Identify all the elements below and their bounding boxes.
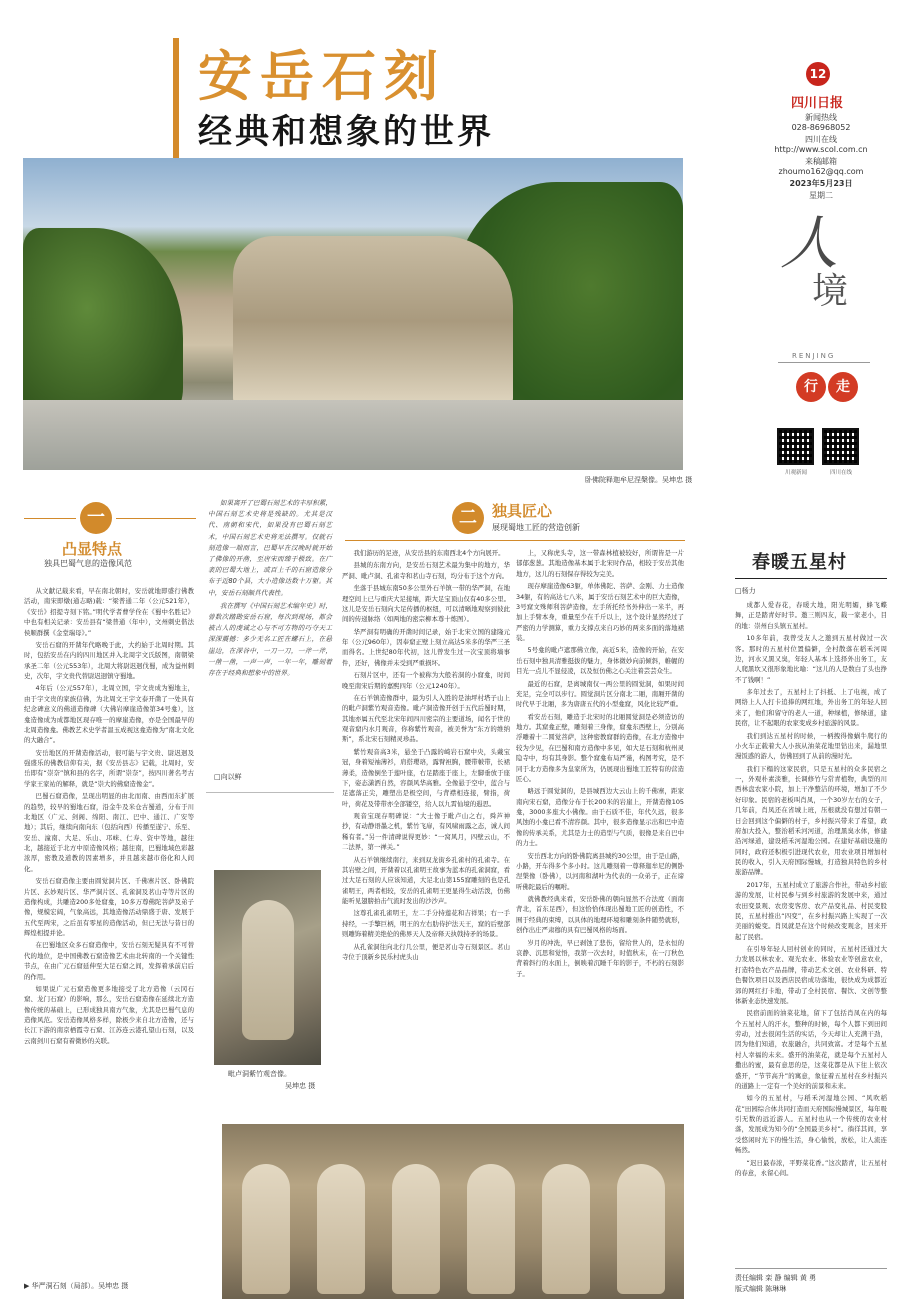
qr-code-icon[interactable]: [777, 428, 814, 465]
paragraph: 紫竹观音高3米，悬坐于凸露的崎岩石窟中央，头戴宝冠，身着短袖薄衫，肩搭璎珞，露臂袒胸，腰带帔带，长裙薄柔，造像倒坐于莲叶座，右足踏座于座上，左脚垂放于座下，姿态潇洒自然，容颜风华高雅。全像悬于空中，蓝合与足遮落正尖，雕塑出是极空间，与背襟相连接，臂指，荷叶，荷花及带带亦全部镂空，给人以九霄仙境的遐思。: [342, 747, 510, 808]
paragraph: 这尊孔雀孔雀明王，左二手分持莲花和吉祥果；右一手持经，一手擎巨柄，明王的左右肋侍护法天王，窟的后壁部则雕饰着精美绝伦的佛界天人及帝释天执戟持矛的场景。: [342, 909, 510, 939]
section-2-body-col-b: [516, 548, 684, 1116]
column-brand-glyph: 人: [780, 209, 839, 277]
paragraph: 最近的石窟，是离城南仅一两公里的圆觉洞，如果时间充足，完全可以步行。圆觉洞片区分南北二厢，南厢开凿的时代早于北厢，多为唐唐五代的小型龛窟，风化比较严重。: [516, 679, 684, 709]
website-link[interactable]: http://www.scol.com.cn: [774, 145, 868, 154]
section-2-subtitle: 展现蜀地工匠的营造创新: [492, 523, 580, 532]
section-1-rule-right: [116, 518, 196, 519]
callout-paragraph: 我在撰写《中国石刻艺术编年史》时，曾数次踏勘安岳石窟，每次到现场，都会被古人的虔诚之心与不可方物的巧夺天工深深震撼：多少无名工匠在螺石上，在悬崖边，在深谷中，一刀一刀，一斧一斧，一凿一凿，一声一声，一年一年，雕刻着存在于经典和想象中的世界。: [208, 601, 332, 678]
mid-photo-credit: 吴坤忠 摄: [285, 1082, 316, 1090]
section-2-title: 独具匠心: [492, 502, 553, 520]
editors-line: 责任编辑 栾 静 编辑 黄 勇: [735, 1274, 817, 1282]
callout-paragraph: 如果离开了巴蜀石刻艺术的丰厚积累，中国石刻艺术史将是残缺的。尤其是汉代、南朝和宋代，如果没有巴蜀石刻艺术，中国石刻艺术史将无法撰写。仅就石刻造像一端而言，巴蜀早在汉晚时就开始了佛像的开凿，至唐宋而臻于极致。在广袤的巴蜀大地上，或百上千的石窟造像分布于近80个县，大小造像达数十万躯。其中，安岳石刻颇具代表性。: [208, 499, 332, 597]
paragraph: 如今的五星村，与稻禾河湿地公园、“风吹稻花”田园综合体共同打造而天府国际慢城景区，每年吸引无数的远近游人。五星村也从一个传统的农业村落，发展成为知今的“全国最美乡村”。徜徉其间，享受悠闲时光下的慢生活，身心愉悦，放松，让人流连畅然。: [735, 1094, 887, 1155]
hotline-phone: 028-86968052: [791, 123, 851, 132]
paragraph: 就佛教经典来看，安岳卧佛的朝向显然不合法度（面南背北，首东足西），但这恰恰体现出蜀地工匠的创造性，不囿于经典的束缚，以具体的地理环境和雕刻条件随势就形，创作出庄严肃穆的具有巴蜀风格的场面。: [516, 895, 684, 935]
section-2-rule: [345, 540, 685, 541]
section-1-body: [24, 586, 194, 1276]
qr-code-icon[interactable]: [822, 428, 859, 465]
paragraph: 在石羊镇造像群中，最为引人入胜的是油坪村塔子山上的毗卢洞紫竹观音造像。毗卢洞造像开创于五代后蜀时期，其地亦属五代至北宋年间四川密宗的主要道场，闻名于世的观音窟内水月观音，你称紫竹观音，被美誉为“东方的维纳斯”，系北宋石刻精灵珍品。: [342, 693, 510, 744]
column-brand-pinyin: RENJING: [792, 352, 836, 360]
paragraph: 看安岳石刻，雕造于北宋时的北厢圆觉洞是必须造访的地方。其窟龛正壁，雕刻着三身像，窟龛东西壁上，分别高浮雕着十二圆觉菩萨，这种密教窟群的造像，在北方造像中较为少见，在巴蜀和南方造像中多见，如大足石刻和杭州灵隐寺中，均有其身影。整个窟龛布局严谨，构图考究，是不同于北方造像多为皇家所为，仍展现出蜀地工匠特有的营造匠心。: [516, 712, 684, 783]
callout-divider: [206, 792, 334, 793]
qr-label: 四川在线: [829, 470, 852, 476]
column-stamp-1: 行: [796, 372, 826, 402]
paragraph: 石刻片区中，还有一个被称为大般若洞的小窟龛，时间晚至南宋后期的嘉熙四年（公元1240年）。: [342, 671, 510, 690]
paragraph: 华严洞有明确的开凿时间记录，始于北宋立国的建隆元年（公元960年），因奉窟正壁上刻立高达5米多的华严三圣而得名。上世纪80年代初，这儿曾发生过一次宝顶将墙事件，还好，佛像并未受到严重损坏。: [342, 627, 510, 667]
paragraph: 巴蜀石窟造像，呈现出明显的由北而南、由西而东扩展的趋势，较早的蜀地石窟，沿金牛及米仓古蜀道，分布于川北地区（广元、剑阁、绵阳、南江、巴中、通江、广安等地）；其后，继续向南向东（包括向西）传播至遂宁、乐至、安岳、潼南、大足、乐山、邛崃、仁寿、资中等地，越往北，越接近于北方中原造像风格；越往南，巴蜀地域色彩越浓厚，密教及道教的因素增多，并且越来越市俗化和人间化。: [24, 792, 194, 873]
paragraph: 坐落于县城东南50多公里外石羊镇一带的华严洞，在地理空间上已与重庆大足接壤，距大足宝顶山仅有40多公里。这儿是安岳石刻向大足传播的枢纽，可以清晰地观察到彼此间的传递脉络（如两地的密宗柳本尊十炼图）。: [342, 584, 510, 624]
qr-label: 川观新闻: [784, 470, 807, 476]
section-1-title: 凸显特点: [62, 540, 123, 558]
paragraph: 多年过去了，五星村上了抖抵、上了电视，成了网络上人人打卡追捧的网红地，外出务工的年轻人回来了，他们和留守的老人一道，种绿植，修绿道，建民宿，让不起眼的农家变成乡村旅游的风景。: [735, 688, 887, 728]
paragraph: 安岳地区的开凿造像活动，很可能与宇文贵、尉迟迥及强盛乐的佛教信仰有关，据《安岳县志》记载，北周时，安岳即有“崇奈”镇和县的名字，所谓“崇奈”，按四川著名考古学家王家祐的解释，就是“崇大的佛窟造像金”。: [24, 748, 194, 788]
paragraph: 安岳西北方向的卧佛院离县城约30公里，由于是山路，小路，开车得多个多小时。这儿雕刻着一尊释迦牟尼的侧卧涅槃像（卧佛），以河南和湖叶为代表的一众弟子，正在谛听佛陀最后的嘱咐。: [516, 851, 684, 891]
bottom-photo-huayan-cave: [222, 1124, 684, 1299]
hotline-label: 新闻热线: [805, 113, 837, 122]
right-article-body: [735, 600, 887, 1262]
paragraph: 如果说广元石窟造像更多地接受了北方造像（云冈石窟、龙门石窟）的影响，那么，安岳石窟造像在延续北方造像传统的基础上，已形成独具南方气象，尤其是巴蜀气息的造像风范。安岳造像风格多样，除极少来自北方造像，还与长江下游的南京栖霞寺石窟、江苏连云港孔望山石刻，以及云南剑川石窟有着微妙的关联。: [24, 984, 194, 1045]
paragraph: 上，又称虎头寺，这一带森林植被较好，所谓皆是一片郁郁葱葱。其地造像基本属于北宋时作品，相较于安岳其他地方，这儿的石刻保存得较为完美。: [516, 549, 684, 578]
paragraph: 安岳石窟的开凿年代略晚于此，大约始于北周时期。其时，包括安岳在内的四川地区并入北周宇文氏版图，南朝梁承圣二年（公元553年），北周大将尉迟迥伐蜀，成为益州刺史，次年，宇文贵代替尉迟迥镇守蜀地。: [24, 640, 194, 680]
paragraph: 我们游历的足迹，从安岳县的东南西北4个方向展开。: [353, 549, 505, 557]
right-article-author: □杨力: [735, 587, 756, 595]
paragraph: 观音宝现存明碑说：“大士像于毗卢山之右，舜芦神抄，有动静语墨之机，紫竹飞扉，有风啸雨露之态，诚人间稀有者。”另一件清碑说得更妙：“一窝风月，四壁云山，不二法界，第一禅关。”: [342, 812, 510, 852]
section-2-body-col-a: [342, 548, 510, 1116]
online-name: 四川在线: [805, 135, 837, 144]
author-callout: [208, 498, 332, 681]
main-title: 安岳石刻: [198, 45, 446, 108]
top-photo-caption: 卧佛院释迦牟尼涅槃像。吴坤忠 摄: [585, 476, 693, 484]
bottom-photo-caption: ▶ 华严洞石刻（局部）。吴坤忠 摄: [24, 1282, 129, 1290]
editors-credits: [735, 1273, 816, 1294]
callout-author: □向以鲜: [214, 773, 242, 781]
editors-divider: [735, 1268, 887, 1269]
paper-name: 四川日报: [791, 96, 844, 111]
paragraph: 略远于圆觉洞的，是县城西边大云山上的千佛寨，距家南向宋石窟，造像分布于长200米的岩崖上，开凿造像105龛，3000多座大小佛像。由于石质不佳，年代久远，很多风蚀的小龛已看不清容颜。其中，很多造像显示出和巴中造像的传承关系，尤其是力士的造型与气质，很像是来自巴中的力士。: [516, 787, 684, 848]
section-2-number: 二: [452, 502, 484, 534]
section-1-rule-left: [24, 518, 76, 519]
page-number-badge: 12: [806, 62, 830, 86]
paragraph: 从孔雀洞往向北行几公里，便是茗山寺石刻景区。茗山寺位于顶新乡民乐村虎头山: [342, 942, 510, 961]
paragraph: 4年后（公元557年），北周立国，宇文贵成为蜀地主，由于宇文贵的家族信佛，为北周文王宇文泰开凿了一处具有纪念碑意义的佛道造像碑（大佛岩摩崖造像第34号龛），这龛造像成为成都地区现存唯一的摩崖造像，亦是全国最早的北周造像龛。佛教艺术史学者温玉成视这龛造像为“南北文化的大融合”。: [24, 684, 194, 745]
sub-title: 经典和想象的世界: [198, 112, 494, 152]
column-brand-glyph-2: 境: [812, 271, 849, 312]
paragraph: 10多年前，我曾受友人之邀到五星村做过一次客。那时的五星村位置偏僻，全村散落在稻禾河周边，河水又黑又臭，年轻人基本上选择外出务工，友人爬黑坎又很形象地比喻：“这儿的人是数白了头也挣不了钱啊！”: [735, 634, 887, 684]
right-article-rule: [735, 578, 887, 579]
paragraph: 2017年，五星村成立了旅游合作社，带动乡村旅游的发展，让村民参与到乡村旅游的发展中来，通过农田变景观、农房变客房、农产品变礼品、村民变股民，五星村推出“四变”，在乡村振兴路上实现了一次美丽的蜕变。肖凤就是在这个时候改变观念，回来开起了民宿。: [735, 880, 887, 941]
paragraph: 5号龛的毗卢遮那佛立像，高近5米，造像的开始，在安岳石刻中独具清雅挺拔的魅力，身体微妙向前倾斜，帷幄的目光一点儿不显侵凌，以及恒仿佛之心关注着芸芸众生。: [516, 646, 684, 676]
email-link[interactable]: zhoumo162@qq.com: [778, 167, 864, 176]
paragraph: 从石羊镇继续南行，来到双龙街乡孔雀村的孔雀寺。在其岩壁之间，开凿着以孔雀明王故事为蓝本的孔雀洞窟，看过大足石刻的人应该知道，大足北山第155窟雕刻的也是孔雀明王，两者相较，安岳的孔雀明王更显得生动活泼，仿佛能听见翅膀拍击气流时发出的沙沙声。: [342, 855, 510, 905]
issue-weekday: 星期二: [809, 191, 833, 200]
column-stamp-2: 走: [828, 372, 858, 402]
paragraph: 在巴蜀地区众多石窟造像中，安岳石刻无疑具有不可替代的地位，是中国佛教石窟造像艺术由北转南的一个关键性节点，在由广元石窟延伸至大足石窟之间，发挥着承前启后的作用。: [24, 941, 194, 981]
paragraph: 我们到达五星村的时候，一柄拽得像蜗牛爬行的小火车正载着大人小孩从油菜花地里钻出来，漏地里漫饭惑的游人，仿佛回到了从前的漫时光。: [735, 731, 887, 761]
section-1-number: 一: [80, 502, 112, 534]
paragraph: 民宿前面的油菜花地，留下了包括肖凤在内的每个五星村人的汗水，整种的时候，每个人都下到田间劳动，过去很闲生活的实话，今天却让人充满干劲，因为他们知道，农旅融合，共同致富。才是每个五星村人幸福的未来。盛开的油菜花，就是每个五星村人撒出的蜜，最有意思的是，这菜花都是从下往上依次盛开，“节节高升”的寓意，象征着五星村在乡村振兴的道路上一定有一个美好的前景和未来。: [735, 1009, 887, 1090]
paragraph: 在引导年轻人回村创业的同时，五星村还通过大力发展以林农业、观光农业、体验农业等创意农业，打造特色农产品品牌，带动艺术文创、农业科研、特色餐饮项目以及酒店民宿成功落地，很快成为成都近郊的网红打卡地，带动了全村民宿、餐饮、文创等整体新业态快速发展。: [735, 945, 887, 1005]
paragraph: 安岳石窟造像主要由圆觉洞片区、千佛寨片区、卧佛院片区、玄妙观片区、华严洞片区、孔雀洞及茗山寺等片区的造像构成，共雕造200多处窟龛，10多万尊佛陀菩萨及弟子像，规模宏阔，气象高远，其地造像活动鼎盛于唐、发展于五代至两宋，之后虽有零星的造像活动，但已无法与昔日的辉煌相提并论。: [24, 877, 194, 937]
column-brand-divider: [778, 362, 870, 363]
mid-photo-caption: 毗卢洞紫竹观音像。: [228, 1070, 291, 1078]
paragraph: 成都人爱春花，春暖大地，阳光明媚，蜂飞蝶舞，正是踏青好时节。邀三则四友，载一家老小，目的地：崇州白头镇五星村。: [735, 601, 887, 630]
right-article-title: 春暖五星村: [752, 552, 847, 573]
editors-line: 版式编辑 陈琳琳: [735, 1284, 787, 1293]
submission-label: 来稿邮箱: [805, 157, 837, 166]
top-photo-reclining-buddha: [23, 158, 683, 470]
paragraph: 从文献记载来看，早在南北朝时，安岳就地即盛行佛教活动，南宋即燉(通志略)载：“梁普通二年（公元521年），《安岳》招提寺刻下铭。”明代学者曹学佺在《蜀中名胜记》中也有相关记录：安岳县有“梁普通（年中），文州刺史偕法侯顺群撰《金堂瑞母》。”: [24, 587, 194, 637]
section-1-subtitle: 独具巴蜀气息的造像风范: [44, 559, 132, 568]
paragraph: 岁月的冲洗，早已剥蚀了悲伤，留给世人的，是永恒的哀静、沉思和觉悟，我第一次去时，时值秋末，在一汀秋色背着斜行的水面上，倒映着沉睡千年的影子，不朽的石刻影子。: [516, 938, 684, 978]
mid-photo-guanyin-statue: [214, 870, 321, 1065]
issue-date: 2023年5月23日: [789, 179, 853, 188]
paragraph: 我们下榻的这家民宿，只是五星村的众多民宿之一，外观朴素淡雅，长调修竹与常青植物，典型的川西林盘农家小院，加上干净整洁的环境，增加了不少好印象。民宿的老板叫肖凤，一个30岁左右的女子，几年前，肖凤还在省城上班，压根就没有想过有朝一日会回到这个偏僻的村子，乡村振兴带来了希望，政府加大投入，整治稻禾河河道，治理黑臭水体，修建沿河绿道，建设稻禾河湿地公园。在建好基础设施的同时，政府还积极引进现代农业，用农业项目增加村民的收入，引入天府国际慢城，打造独具特色的乡村旅游品牌。: [735, 764, 887, 877]
paragraph: 现存摩崖造像63躯，单体佛陀、菩萨、金刚、力士造像34躯，有的高达七八米，属于安岳石刻艺术中的巨大造像，3号窟文殊师利菩萨造像，左手所托经书外伸出一米半，再加上手臂本身，重量至少在千斤以上，这个设计显然经过了严密的力学测算，重力支撑点来自巧妙的两来多面的落地裙装。: [516, 582, 684, 642]
paragraph: “迟日最春浓，平野菜花香。”这次踏青，让五星村的春意，永留心间。: [735, 1158, 887, 1177]
paragraph: 县城的东南方向，是安岳石刻艺术最为集中的地方，华严洞、毗卢洞、孔雀寺和茗山寺石刻，均分布于这个方向。: [342, 561, 510, 580]
